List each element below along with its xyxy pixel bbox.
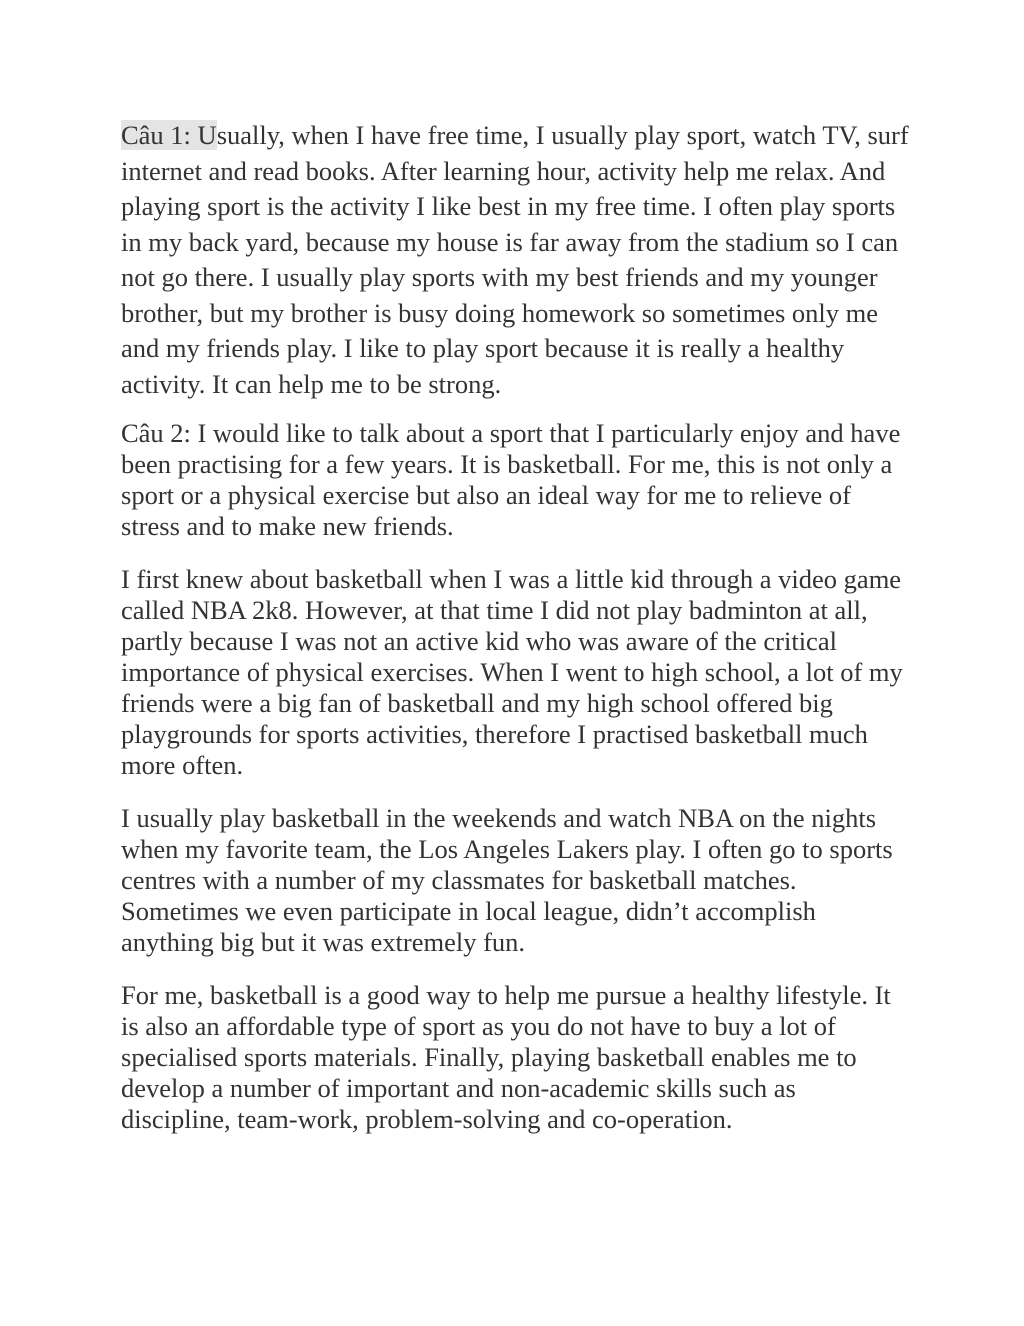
paragraph-habits: I usually play basketball in the weekends and watch NBA on the nights when my favorite team, the Los Angeles Lakers play. I often go to sports centres with a number of my classmates for basketball matches. Sometimes we even participate in local league, didn’t accomplish anything big but it was extremely fun. [121,803,893,957]
paragraph-cau-2: Câu 2: I would like to talk about a sport that I particularly enjoy and have been practising for a few years. It is basketball. For me, this is not only a sport or a physical exercise but also an ideal way for me to relieve of stress and to make new friends. [121,418,901,541]
paragraph-history: I first knew about basketball when I was a little kid through a video game called NBA 2k8. However, at that time I did not play badminton at all, partly because I was not an active kid who was aware of the critical importance of physical exercises. When I went to high school, a lot of my friends were a big fan of basketball and my high school offered big playgrounds for sports activities, therefore I practised basketball much more often. [121,564,903,780]
paragraph-benefits: For me, basketball is a good way to help me pursue a healthy lifestyle. It is also an affordable type of sport as you do not have to buy a lot of specialised sports materials. Finally, playing basketball enables me to develop a number of important and non-academic skills such as discipline, team-work, problem-solving and co-operation. [121,980,891,1134]
paragraph-text: sually, when I have free time, I usually play sport, watch TV, surf internet and read books. After learning hour, activity help me relax. And playing sport is the activity I like best in my free time. I often play sports in my back yard, because my house is far away from the stadium so I can not go there. I usually play sports with my best friends and my younger brother, but my brother is busy doing homework so sometimes only me and my friends play. I like to play sport because it is really a healthy activity. It can help me to be strong. [121,120,909,399]
paragraph-cau-1 [121,118,911,402]
document-page [121,118,911,1157]
highlighted-text: Câu 1: U [121,120,217,150]
